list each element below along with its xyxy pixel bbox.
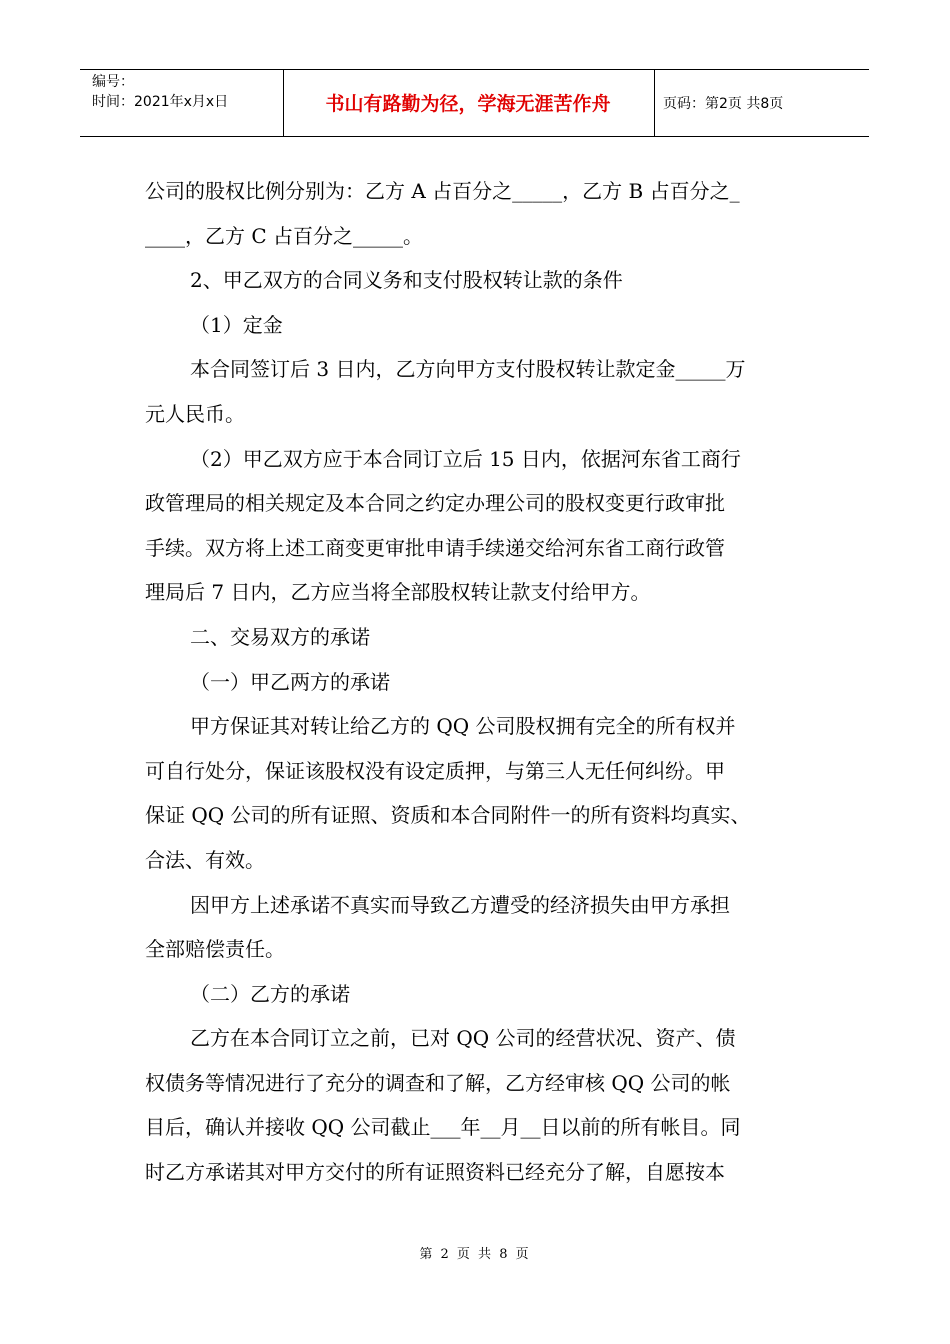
text-line: 权债务等情况进行了充分的调查和了解，乙方经审核 QQ 公司的帐 [145, 1070, 731, 1095]
document-date-label: 时间：2021年x月x日 [92, 94, 229, 110]
text-line: ____，乙方 C 占百分之_____。 [145, 223, 424, 248]
subsection-heading: （1）定金 [190, 312, 283, 337]
header-meta [92, 72, 282, 112]
text-line: （2）甲乙双方应于本合同订立后 15 日内，依据河东省工商行 [190, 446, 741, 471]
text-line: 公司的股权比例分别为：乙方 A 占百分之_____，乙方 B 占百分之_ [145, 179, 740, 203]
document-body [145, 169, 815, 1195]
text-line: 政管理局的相关规定及本合同之约定办理公司的股权变更行政审批 [145, 491, 725, 516]
subsection-heading: （二）乙方的承诺 [190, 981, 350, 1006]
text-line: 全部赔偿责任。 [145, 937, 285, 962]
text-line: 元人民币。 [145, 401, 245, 426]
header-page-number: 页码：第2页 共8页 [663, 96, 784, 112]
text-line: 理局后 7 日内，乙方应当将全部股权转让款支付给甲方。 [145, 580, 651, 605]
header-motto: 书山有路勤为径，学海无涯苦作舟 [325, 93, 611, 115]
text-line: 手续。双方将上述工商变更审批申请手续递交给河东省工商行政管 [145, 535, 725, 560]
text-line: 目后，确认并接收 QQ 公司截止___年__月__日以前的所有帐目。同 [145, 1115, 741, 1140]
subsection-heading: （一）甲乙两方的承诺 [190, 669, 390, 694]
text-line: 因甲方上述承诺不真实而导致乙方遭受的经济损失由甲方承担 [190, 892, 730, 917]
text-line: 保证 QQ 公司的所有证照、资质和本合同附件一的所有资料均真实、 [145, 803, 751, 828]
section-heading: 二、交易双方的承诺 [190, 624, 370, 649]
text-line: 时乙方承诺其对甲方交付的所有证照资料已经充分了解，自愿按本 [145, 1160, 725, 1185]
page-header [80, 69, 869, 137]
text-line: 乙方在本合同订立之前，已对 QQ 公司的经营状况、资产、债 [190, 1026, 736, 1051]
text-line: 本合同签订后 3 日内，乙方向甲方支付股权转让款定金_____万 [190, 357, 746, 382]
page-footer: 第 2 页 共 8 页 [419, 1247, 531, 1262]
header-divider [654, 70, 655, 136]
section-heading: 2、甲乙双方的合同义务和支付股权转让款的条件 [190, 268, 623, 293]
text-line: 甲方保证其对转让给乙方的 QQ 公司股权拥有完全的所有权并 [190, 714, 736, 739]
text-line: 合法、有效。 [145, 847, 265, 872]
text-line: 可自行处分，保证该股权没有设定质押，与第三人无任何纠纷。甲 [145, 758, 725, 783]
document-number-label: 编号： [92, 74, 134, 90]
